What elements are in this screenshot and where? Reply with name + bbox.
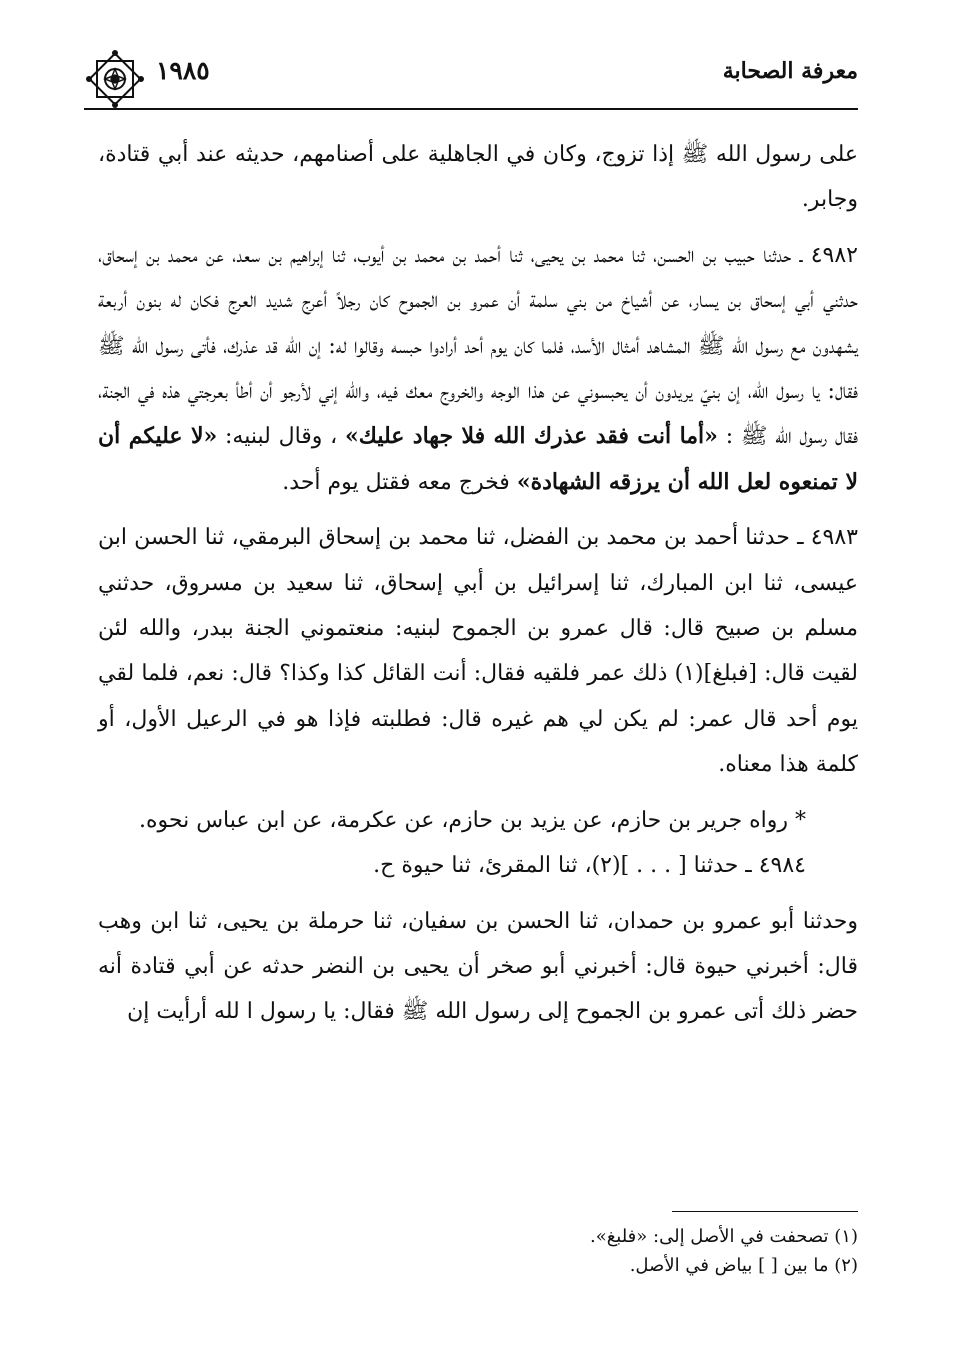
hadith-4982-text: ٤٩٨٢ ـ حدثنا حبيب بن الحسن، ثنا محمد بن يحيى، ثنا أحمد بن محمد بن أيوب، ثنا إبراهيم بن سعد، عن محمد بن إسحاق، حدثني أبي إسحاق بن يسار، عن أشياخ من بني سلمة أن عمرو بن الجموح كان رجلاً أعرج شديد العرج فكان له بنون أربعة يشهدون مع رسول الله ﷺ المشاهد أمثال الأسد، فلما كان يوم أحد أرادوا حبسه وقالوا له: إن الله قد عذرك، فأتى رسول الله ﷺ فقال: يا رسول الله، إن بنيّ يريدون أن يحبسوني عن هذا الوجه والخروج معك فيه، والله إني لأرجو أن أطأ بعرجتي هذه في الجنة، فقال رسول الله ﷺ : [98,242,858,450]
main-text [98,132,858,1035]
paragraph-narration-note: * رواه جرير بن حازم، عن يزيد بن حازم، عن عكرمة، عن ابن عباس نحوه. [139,807,806,833]
footnote-1: (١) تصحفت في الأصل إلى: «فلبغ». [589,1226,858,1247]
hadith-4982-quote-1: «أما أنت فقد عذرك الله فلا جهاد عليك» [345,423,718,450]
hadith-4982-text-mid: ، وقال لبنيه: [225,424,338,450]
header-title: معرفة الصحابة [722,58,858,84]
header-rule [84,108,858,110]
hadith-4982-quote-2: «لا عليكم أن لا تمنعوه لعل الله أن يرزقه الشهادة» [98,423,858,495]
footnote-rule [672,1211,858,1212]
paragraph-1: على رسول الله ﷺ إذا تزوج، وكان في الجاهلية على أصنامهم، حديثه عند أبي قتادة، وجابر. [98,142,858,213]
hadith-4982-text-end: فخرج معه فقتل يوم أحد. [282,469,510,495]
page-header [84,48,858,106]
ornament-icon [84,48,146,110]
page-number: ١٩٨٥ [156,56,210,85]
paragraph-hadith-4983: ٤٩٨٣ ـ حدثنا أحمد بن محمد بن الفضل، ثنا محمد بن إسحاق البرمقي، ثنا الحسن ابن عيسى، ثنا ابن المبارك، ثنا إسرائيل بن أبي إسحاق، ثنا سعيد بن مسروق، حدثني مسلم بن صبيح قال: قال عمرو بن الجموح لبنيه: منعتموني الجنة ببدر، والله لئن لقيت قال: [فبلغ](١) ذلك عمر فلقيه فقال: أنت القائل كذا وكذا؟ قال: نعم، فلما لقي يوم أحد قال عمر: لم يكن لي هم غيره قال: فطلبته فإذا هو في الرعيل الأول، أو كلمة هذا معناه. [98,525,858,778]
paragraph-hadith-4984: ٤٩٨٤ ـ حدثنا [ . . . ](٢)، ثنا المقرئ، ثنا حيوة ح. [373,853,806,879]
paragraph-continuation: وحدثنا أبو عمرو بن حمدان، ثنا الحسن بن سفيان، ثنا حرملة بن يحيى، ثنا ابن وهب قال: أخبرني حيوة قال: أخبرني أبو صخر أن يحيى بن النضر حدثه عن أبي قتادة أنه حضر ذلك أتى عمرو بن الجموح إلى رسول الله ﷺ فقال: يا رسول ا لله أرأيت إن [98,908,858,1025]
footnote-2: (٢) ما بين [ ] بياض في الأصل. [629,1255,858,1276]
footnotes [98,1222,858,1280]
paragraph-hadith-4982 [98,233,858,505]
